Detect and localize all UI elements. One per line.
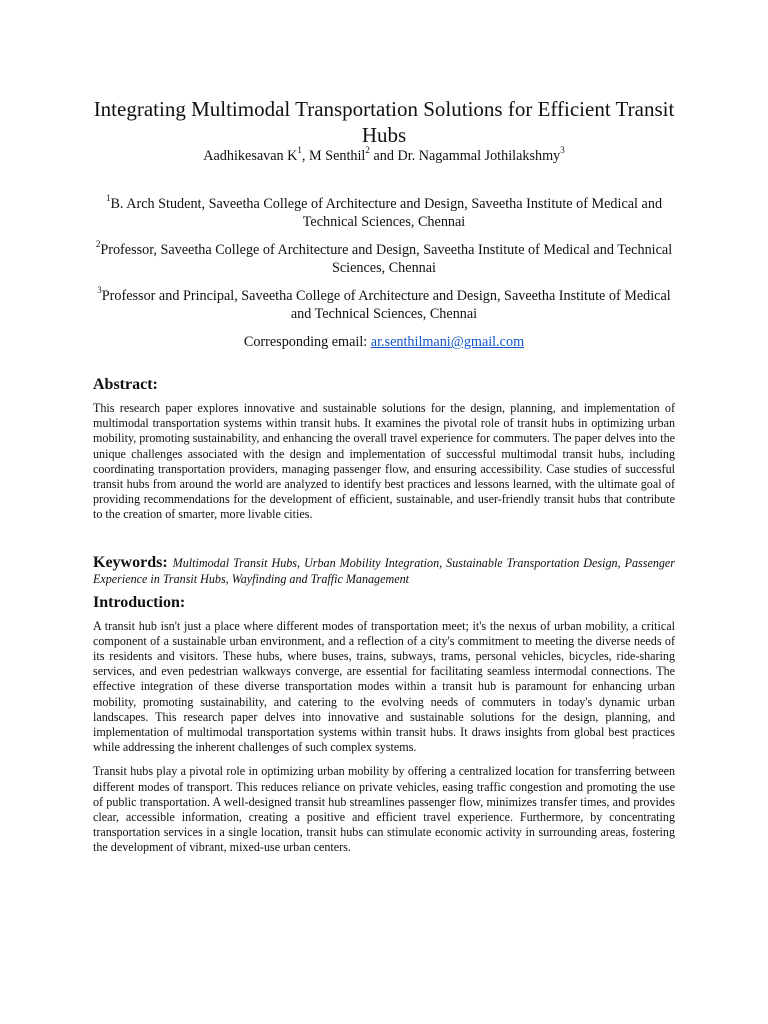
author-superscript: 3 bbox=[560, 145, 565, 156]
author-line bbox=[93, 145, 675, 165]
introduction-heading: Introduction: bbox=[93, 593, 186, 611]
author-superscript: 2 bbox=[365, 145, 370, 156]
affiliation-superscript: 2 bbox=[95, 239, 101, 250]
affiliation-superscript: 3 bbox=[97, 285, 102, 296]
paper-title: Integrating Multimodal Transportation Solutions for Efficient Transit Hubs bbox=[93, 97, 675, 147]
introduction-paragraph-2: Transit hubs play a pivotal role in optimizing urban mobility by offering a centralized location for transferring between different modes of transport. This reduces reliance on private vehicles, easing traffic congestion and promoting the use of public transportation. A well-designed transit hub streamlines passenger flow, minimizes transfer times, and provides clear, accessible information, creating a positive and efficient travel experience. Furthermore, by concentrating transportation services in a single location, transit hubs can stimulate economic activity in surrounding areas, fostering the development of vibrant, mixed-use urban centers. bbox=[93, 764, 675, 855]
affiliation-text: B. Arch Student, Saveetha College of Architecture and Design, Saveetha Institute of Medical and Technical Sciences, Chennai bbox=[110, 196, 663, 230]
abstract-heading: Abstract: bbox=[93, 376, 158, 393]
affiliation-1 bbox=[93, 195, 675, 231]
author-name: Dr. Nagammal Jothilakshmy bbox=[397, 148, 561, 164]
introduction-paragraph-1: A transit hub isn't just a place where different modes of transportation meet; it's the nexus of urban mobility, a critical component of a sustainable urban environment, and a reflection of a city's commitment to meeting the diverse needs of its residents and visitors. These hubs, where buses, trains, subways, trams, personal vehicles, bicycles, ride-sharing services, and even pedestrian walkways converge, are essential for facilitating seamless intermodal connections. The effective integration of these diverse transportation modes within a transit hub is paramount for enhancing urban mobility, promoting sustainability, and catering to the evolving needs of commuters in today's dynamic urban landscapes. This research paper delves into innovative and sustainable solutions for the design, planning, and implementation of multimodal transportation systems within transit hubs. It draws insights from global best practices while addressing the inherent challenges of such complex systems. bbox=[93, 618, 675, 755]
keywords-text: Multimodal Transit Hubs, Urban Mobility Integration, Sustainable Transportation Design, Passenger Experience in Transit Hubs, Wayfinding and Traffic Management bbox=[93, 555, 675, 586]
affiliation-text: Professor, Saveetha College of Architecture and Design, Saveetha Institute of Medical and Technical Sciences, Chennai bbox=[100, 242, 673, 276]
affiliation-3 bbox=[93, 287, 675, 323]
corresponding-email-line bbox=[93, 333, 675, 351]
affiliation-superscript: 1 bbox=[105, 193, 111, 204]
email-link[interactable]: ar.senthilmani@gmail.com bbox=[370, 334, 525, 350]
author-name: M Senthil bbox=[309, 148, 366, 164]
affiliation-text: Professor and Principal, Saveetha College of Architecture and Design, Saveetha Institute of Medical and Technical Sciences, Chennai bbox=[101, 288, 671, 322]
author-superscript: 1 bbox=[297, 145, 302, 156]
email-label: Corresponding email: bbox=[243, 334, 371, 350]
author-separator: and bbox=[369, 148, 398, 164]
author-name: Aadhikesavan K bbox=[203, 148, 298, 164]
keywords-block bbox=[93, 555, 675, 587]
keywords-label: Keywords: bbox=[93, 553, 173, 571]
affiliation-2 bbox=[93, 241, 675, 277]
author-separator: , bbox=[301, 148, 310, 164]
abstract-paragraph: This research paper explores innovative and sustainable solutions for the design, planning, and implementation of multimodal transportation systems within transit hubs. It examines the pivotal role of transit hubs in optimizing urban mobility, promoting sustainability, and enhancing the overall travel experience for commuters. The paper delves into the unique challenges associated with the design and implementation of successful multimodal transit hubs, including coordinating transportation providers, managing passenger flow, and ensuring accessibility. Case studies of successful transit hubs from around the world are analyzed to identify best practices and lessons learned, with the ultimate goal of providing recommendations for the development of efficient, sustainable, and user-friendly transit hubs that contribute to the creation of smarter, more livable cities. bbox=[93, 401, 675, 522]
